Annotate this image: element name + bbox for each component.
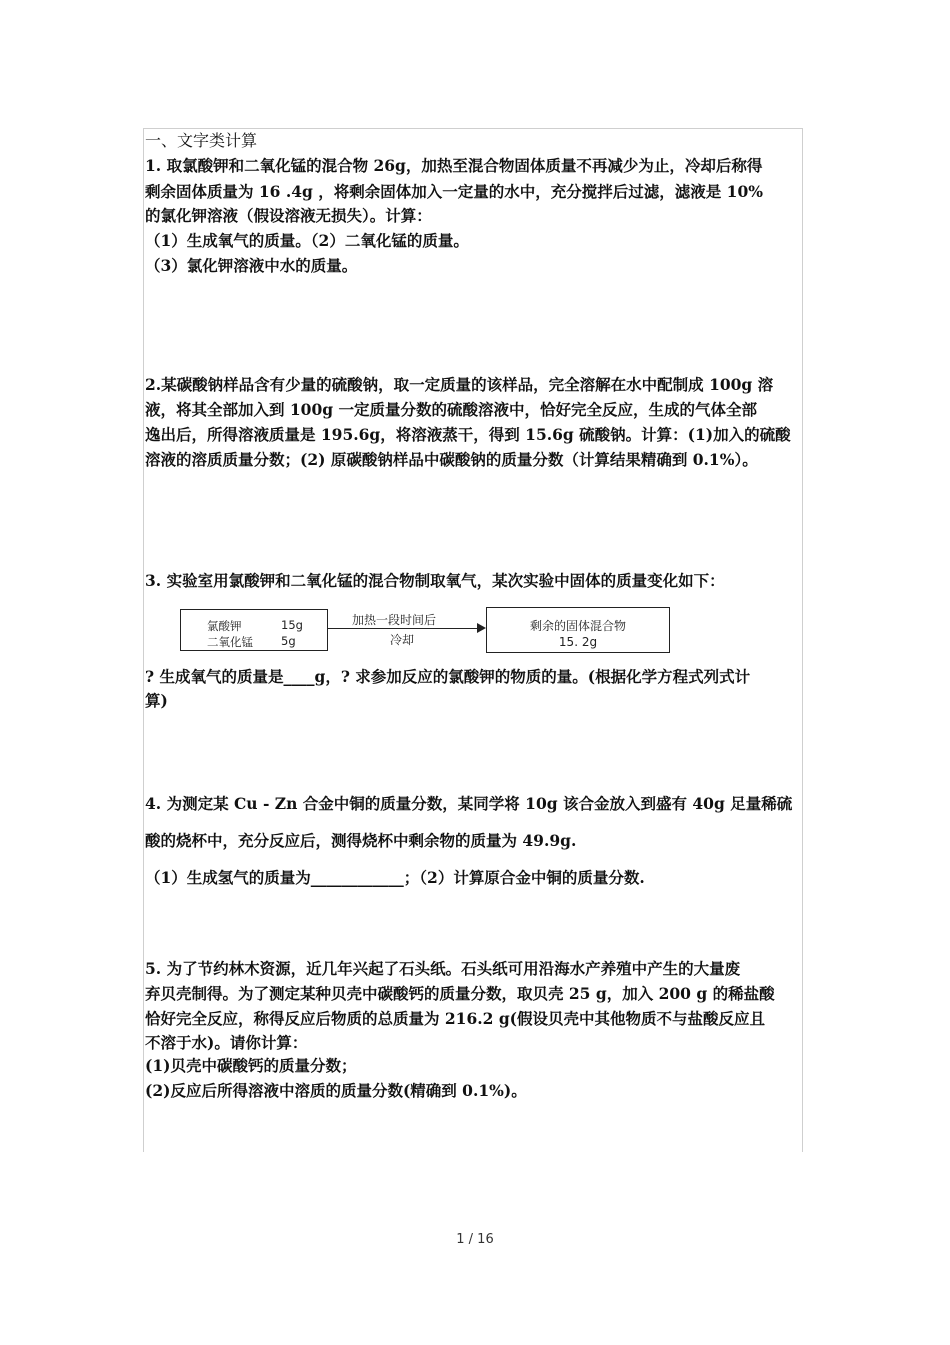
problem-1-line-2: 剩余固体质量为 16 .4g ，将剩余固体加入一定量的水中，充分搅拌后过滤，滤液是 10% [145, 182, 763, 201]
process-arrow-line [328, 628, 480, 629]
remaining-solid-box [486, 607, 670, 653]
problem-4-line-3: （1）生成氢气的质量为____________；（2）计算原合金中铜的质量分数. [145, 868, 645, 887]
arrow-label-cooling: 冷却 [390, 633, 415, 647]
problem-5-line-1: 5. 为了节约林木资源，近几年兴起了石头纸。石头纸可用沿海水产养殖中产生的大量废 [145, 959, 741, 978]
problem-3-line-2: ? 生成氧气的质量是____g，? 求参加反应的氯酸钾的物质的量。(根据化学方程式列式计 [145, 667, 751, 686]
problem-3-line-3: 算) [145, 691, 168, 710]
mno2-mass: 5g [281, 634, 296, 648]
problem-1-line-4: （1）生成氧气的质量。（2）二氧化锰的质量。 [145, 231, 469, 250]
mno2-row [207, 634, 296, 650]
problem-1-line-5: （3）氯化钾溶液中水的质量。 [145, 256, 358, 275]
kclo3-row [207, 618, 303, 634]
problem-1-line-1: 1. 取氯酸钾和二氧化锰的混合物 26g，加热至混合物固体质量不再减少为止，冷却后称得 [145, 156, 763, 175]
mass-change-diagram [180, 605, 675, 655]
section-title: 一、文字类计算 [145, 131, 258, 150]
problem-2-line-3: 逸出后，所得溶液质量是 195.6g，将溶液蒸干，得到 15.6g 硫酸钠。计算：(1)加入的硫酸 [145, 425, 791, 444]
page-indicator: 1 / 16 [456, 1232, 494, 1247]
initial-mixture-box [180, 609, 328, 651]
remaining-solid-mass: 15. 2g [558, 635, 598, 649]
problem-2-line-1: 2.某碳酸钠样品含有少量的硫酸钠，取一定质量的该样品，完全溶解在水中配制成 100g 溶 [145, 375, 774, 394]
problem-1-line-3: 的氯化钾溶液（假设溶液无损失）。计算： [145, 206, 432, 225]
problem-3-line-1: 3. 实验室用氯酸钾和二氧化锰的混合物制取氧气，某次实验中固体的质量变化如下： [145, 571, 725, 590]
arrow-label-heating: 加热一段时间后 [352, 613, 437, 627]
problem-5-line-6: (2)反应后所得溶液中溶质的质量分数(精确到 0.1%)。 [145, 1081, 527, 1100]
problem-4-line-1: 4. 为测定某 Cu - Zn 合金中铜的质量分数，某同学将 10g 该合金放入到盛有 40g 足量稀硫 [145, 794, 793, 813]
problem-5-line-3: 恰好完全反应，称得反应后物质的总质量为 216.2 g(假设贝壳中其他物质不与盐酸反应且 [145, 1009, 766, 1028]
remaining-solid-label: 剩余的固体混合物 [529, 619, 626, 633]
problem-2-line-2: 液，将其全部加入到 100g 一定质量分数的硫酸溶液中，恰好完全反应，生成的气体全部 [145, 400, 757, 419]
arrow-right-icon [477, 623, 486, 633]
kclo3-label: 氯酸钾 [207, 619, 242, 633]
problem-2-line-4: 溶液的溶质质量分数；(2) 原碳酸钠样品中碳酸钠的质量分数（计算结果精确到 0.1%）。 [145, 450, 758, 469]
mno2-label: 二氧化锰 [207, 635, 253, 649]
problem-5-line-5: (1)贝壳中碳酸钙的质量分数； [145, 1056, 357, 1075]
problem-5-line-2: 弃贝壳制得。为了测定某种贝壳中碳酸钙的质量分数，取贝壳 25 g，加入 200 g 的稀盐酸 [145, 984, 775, 1003]
kclo3-mass: 15g [281, 618, 303, 632]
problem-5-line-4: 不溶于水)。请你计算： [145, 1033, 308, 1052]
problem-4-line-2: 酸的烧杯中，充分反应后，测得烧杯中剩余物的质量为 49.9g. [145, 831, 577, 850]
